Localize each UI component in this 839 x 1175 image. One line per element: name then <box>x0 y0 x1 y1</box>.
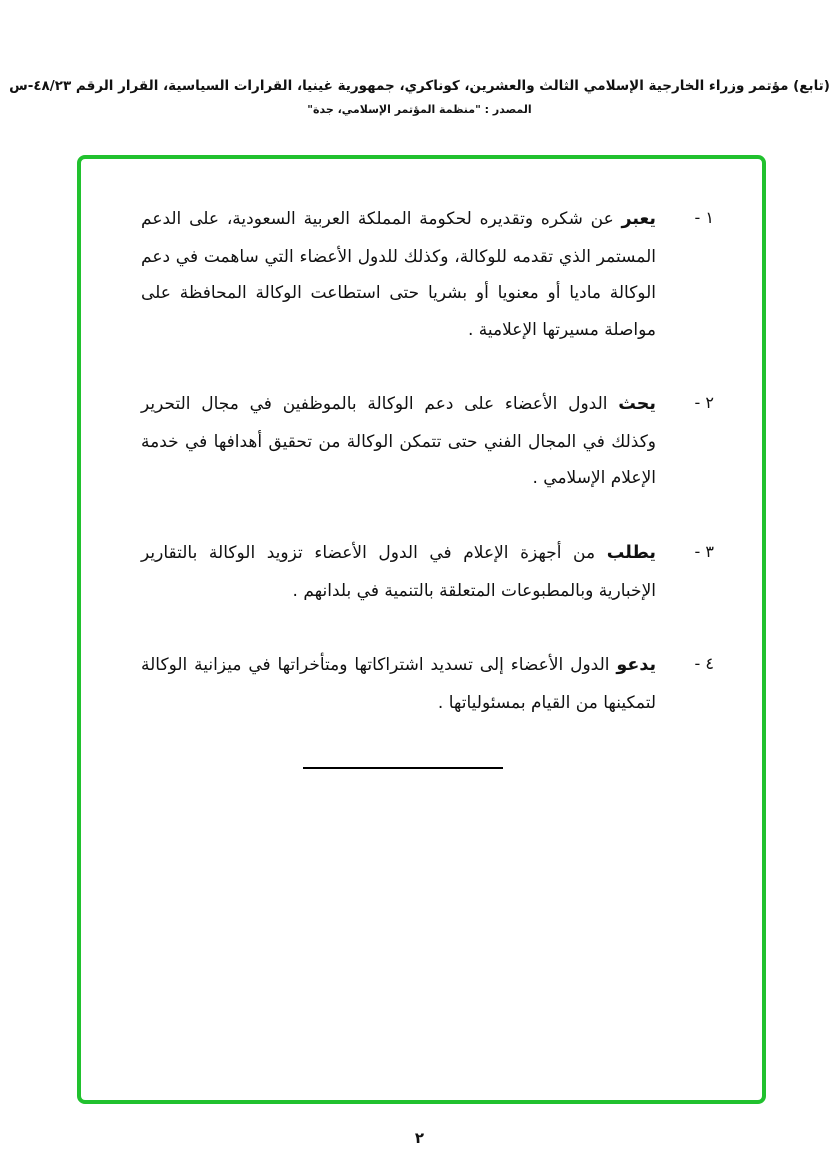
section-end-rule <box>303 767 503 769</box>
resolution-item <box>141 535 714 609</box>
highlight-border-box <box>77 155 766 1104</box>
item-paragraph <box>141 386 656 497</box>
resolution-item <box>141 201 714 348</box>
item-number: ٣ - <box>694 541 714 561</box>
item-paragraph <box>141 535 656 609</box>
item-lead-word: يدعو <box>616 655 657 676</box>
item-paragraph <box>141 201 656 348</box>
item-lead-word: يطلب <box>606 542 657 563</box>
item-text: الدول الأعضاء على دعم الوكالة بالموظفين في مجال التحرير وكذلك في المجال الفني حتى تتمكن الوكالة من تحقيق أهدافها في خدمة الإعلام الإسلامي . <box>141 394 656 489</box>
header-source-line: المصدر : "منظمة المؤتمر الإسلامي، جدة" <box>307 103 532 116</box>
item-number: ٢ - <box>694 393 714 413</box>
item-lead-word: يحث <box>618 394 656 415</box>
resolution-item <box>141 647 714 721</box>
page-number: ٢ <box>414 1129 425 1147</box>
item-text: عن شكره وتقديره لحكومة المملكة العربية السعودية، على الدعم المستمر الذي تقدمه للوكالة، وكذلك للدول الأعضاء التي ساهمت في دعم الوكالة ماديا أو معنويا أو بشريا حتى استطاعت الوكالة المحافظة على مواصلة مسيرتها الإعلامية . <box>141 209 656 340</box>
item-lead-word: يعبر <box>621 209 656 229</box>
page-header <box>0 78 839 116</box>
item-number: ٤ - <box>694 654 714 674</box>
item-paragraph <box>141 647 656 721</box>
item-text: من أجهزة الإعلام في الدول الأعضاء تزويد الوكالة بالتقارير الإخبارية وبالمطبوعات المتعلقة بالتنمية في بلدانهم . <box>141 542 656 601</box>
resolution-list <box>81 159 762 769</box>
item-number: ١ - <box>694 208 714 227</box>
header-title-line: (تابع) مؤتمر وزراء الخارجية الإسلامي الثالث والعشرين، كوناكري، جمهورية غينيا، القرارات السياسية، القرار الرقم ٤٨/٢٣-س <box>9 78 830 94</box>
item-text: الدول الأعضاء إلى تسديد اشتراكاتها ومتأخراتها في ميزانية الوكالة لتمكينها من القيام بمسئولياتها . <box>141 655 656 713</box>
resolution-item <box>141 386 714 497</box>
